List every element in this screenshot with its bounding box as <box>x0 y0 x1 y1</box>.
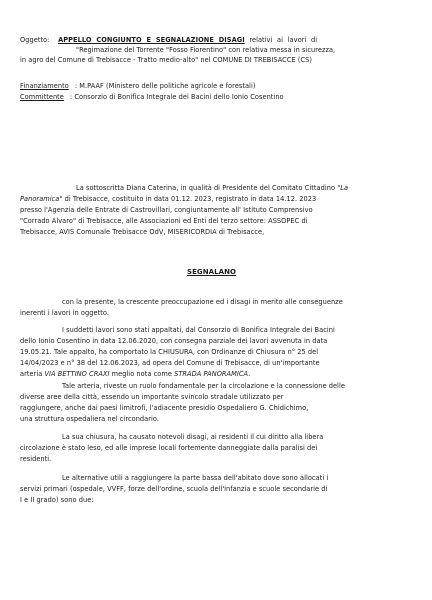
intro-line-1 <box>76 184 348 192</box>
section-heading: SEGNALANO <box>187 268 236 276</box>
body-p3-line-2: diverse aree della città, essendo un importante svincolo stradale utilizzato per <box>20 393 284 401</box>
body-p1-line-2: inerenti i lavori in oggetto. <box>20 309 109 317</box>
body-p5-line-3: I e II grado) sono due: <box>20 496 94 504</box>
intro-line-2 <box>20 195 316 203</box>
client-text: : Consorzio di Bonifica Integrale dei Bacini dello Ionio Cosentino <box>69 93 284 101</box>
intro-line-4: "Corrado Alvaro" di Trebisacce, alle Associazioni ed Enti del terzo settore: ASSOPEC di <box>20 217 308 225</box>
subject-title: APPELLO CONGIUNTO E SEGNALAZIONE DISAGI <box>58 36 245 44</box>
subject-line-2: "Regimazione del Torrente "Fosso Fiorentino" con relativa messa in sicurezza, <box>76 46 336 54</box>
body-p2-line-1: I suddetti lavori sono stati appaltati, dal Consorzio di Bonifica Integrale dei Bacini <box>62 326 335 334</box>
body-p2-text-5e: . <box>248 370 251 378</box>
funding-line <box>20 82 255 90</box>
body-p2-street-name: VIA BETTINO CRAXI <box>44 370 110 378</box>
body-p2-line-3: 19.05.21. Tale appalto, ha comportato la CHIUSURA, con Ordinanze di Chiusura n° 25 del <box>20 348 319 356</box>
body-p5-line-1: Le alternative utili a raggiungere la parte bassa dell'abitato dove sono allocati i <box>62 474 329 482</box>
client-line <box>20 93 284 101</box>
funding-text: : M.PAAF (Ministero delle politiche agricole e forestali) <box>74 82 256 90</box>
subject-line-1 <box>20 36 317 44</box>
intro-text-2b: di Trebisacce, costituito in data 01.12. 2023, registrato in data 14.12. 2023 <box>62 195 317 203</box>
body-p5-line-2: servizi primari (ospedale, VVFF, forze dell'ordine, scuola dell'infanzia e scuole secondarie di <box>20 485 328 493</box>
subject-label: Oggetto: <box>20 36 50 44</box>
client-label: Committente <box>20 93 64 101</box>
body-p3-line-4: una struttura ospedaliera nel circondario. <box>20 415 160 423</box>
body-p2-text-5c: meglio nota come <box>109 370 175 378</box>
subject-title-rest: relativi ai lavori di <box>244 36 318 44</box>
intro-text-1b: "La <box>337 184 349 192</box>
body-p2-line-2: dello Ionio Cosentino in data 12.06.2020, con consegna parziale dei lavori avvenuta in data <box>20 337 328 345</box>
intro-line-3: presso l'Agenzia delle Entrate di Castrovillari, congiuntamente all' Istituto Comprensivo <box>20 206 313 214</box>
body-p2-text-5a: arteria <box>20 370 45 378</box>
body-p3-line-3: raggiungere, anche dai paesi limitrofi, l'adiacente presidio Ospedaliero G. Chidichimo, <box>20 404 309 412</box>
funding-label: Finanziamento <box>20 82 69 90</box>
intro-text-2a: Panoramica" <box>20 195 63 203</box>
subject-line-3: in agro del Comune di Trebisacce - Tratto medio-alto" nel COMUNE DI TREBISACCE (CS) <box>20 56 312 64</box>
body-p2-line-5 <box>20 370 250 378</box>
body-p2-road-name: STRADA PANORAMICA <box>174 370 249 378</box>
body-p4-line-2: circolazione è stato leso, ed alle imprese locali fortemente danneggiate dalla paralisi dei <box>20 444 318 452</box>
intro-line-5: Trebisacce, AVIS Comunale Trebisacce OdV, MISERICORDIA di Trebisacce, <box>20 228 265 236</box>
body-p1-line-1: con la presente, la crescente preoccupazione ed i disagi in merito alle conseguenze <box>62 298 343 306</box>
body-p3-line-1: Tale arteria, riveste un ruolo fondamentale per la circolazione e la connessione delle <box>62 382 345 390</box>
body-p4-line-1: La sua chiusura, ha causato notevoli disagi, ai residenti il cui diritto alla libera <box>62 433 324 441</box>
body-p4-line-3: residenti. <box>20 455 52 463</box>
body-p2-line-4: 14/04/2023 e n° 38 del 12.06.2023, ad opera del Comune di Trebisacce, di un'importante <box>20 359 320 367</box>
intro-text-1a: La sottoscritta Diana Caterina, in qualità di Presidente del Comitato Cittadino <box>76 184 338 192</box>
